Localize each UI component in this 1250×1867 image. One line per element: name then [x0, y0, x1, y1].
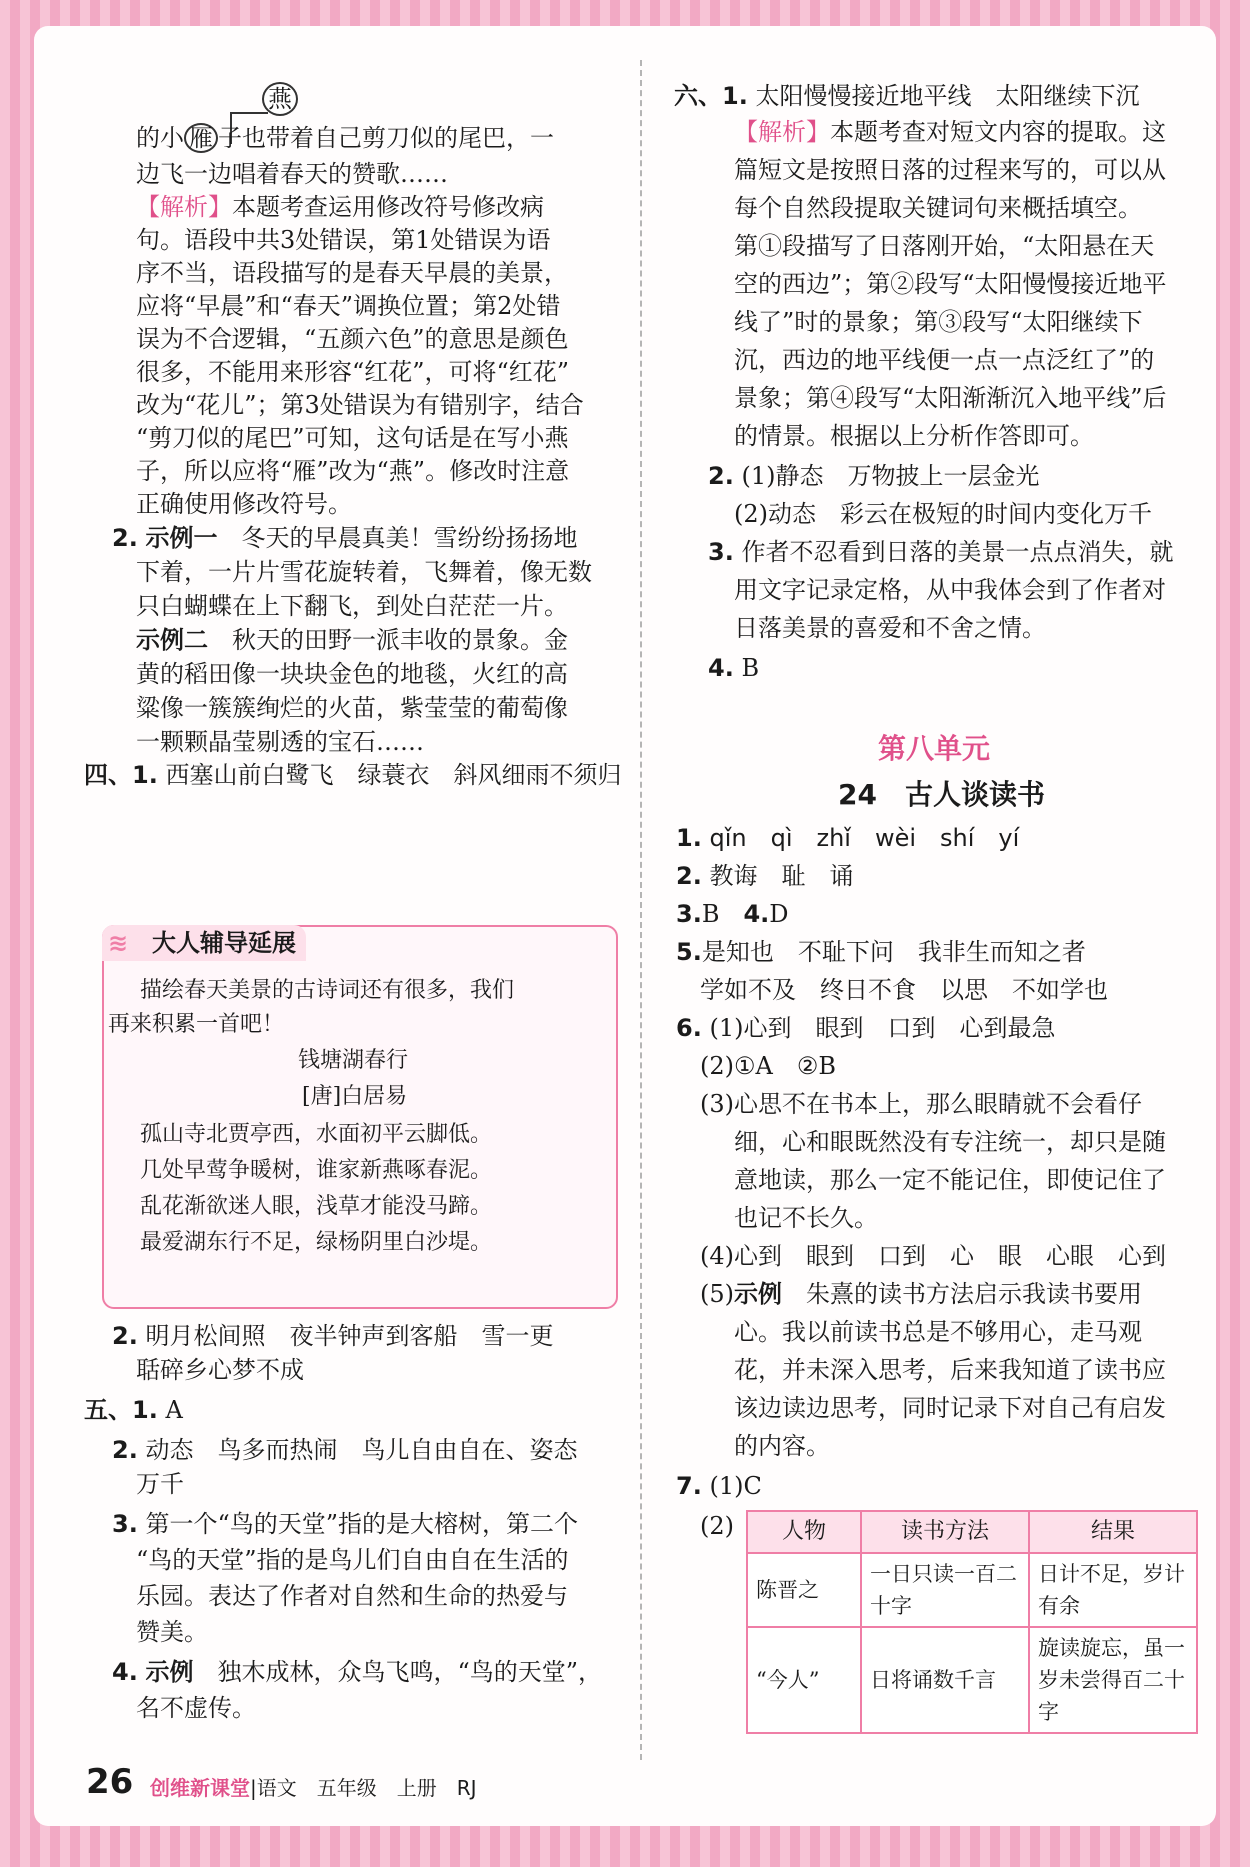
ex2-line: 粱像一簇簇绚烂的火苗，紫莹莹的葡萄像 — [136, 694, 568, 722]
left-jiexi-line: 序不当，语段描写的是春天早晨的美景， — [136, 259, 568, 287]
section-5-1: 五、1. A — [84, 1396, 183, 1424]
unit-title: 第八单元 — [878, 732, 991, 765]
section-4-answer: 四、1. 西塞山前白鹭飞 绿蓑衣 斜风细雨不须归 — [84, 761, 622, 789]
table-cell: 陈晋之 — [747, 1553, 861, 1627]
answer-6-5-line: 该边读边思考，同时记录下对自己有启发 — [734, 1394, 1166, 1422]
answer-2: 2. 教诲 耻 诵 — [676, 862, 854, 890]
answer-1: 1. qǐn qì zhǐ wèi shí yí — [676, 824, 1020, 852]
answer-7-1: 7. (1)C — [676, 1472, 762, 1500]
q5-4-line: 名不虚传。 — [136, 1694, 256, 1722]
q5-4: 4. 示例 独木成林，众鸟飞鸣，“鸟的天堂”， — [112, 1658, 603, 1686]
answer-7-2-label: (2) — [700, 1512, 734, 1540]
q6-2-line: (2)动态 彩云在极短的时间内变化万千 — [734, 500, 1152, 528]
answer-6-line: 细，心和眼既然没有专注统一，却只是随 — [734, 1128, 1166, 1156]
answer-6: 6. (1)心到 眼到 口到 心到最急 — [676, 1014, 1056, 1042]
answer-5: 5.是知也 不耻下问 我非生而知之者 — [676, 938, 1086, 966]
left-jiexi-line: 应将“早晨”和“春天”调换位置；第2处错 — [136, 292, 561, 320]
jiexi-tag: 【解析】 — [136, 193, 232, 221]
table-cell: 旋读旋忘，虽一岁未尝得百二十字 — [1029, 1627, 1197, 1733]
jiexi-tag: 【解析】 — [734, 118, 830, 146]
left-jiexi-line: 改为“花儿”；第3处错误为有错别字，结合 — [136, 391, 584, 419]
reading-methods-table — [746, 1510, 1198, 1734]
poem-title: 钱塘湖春行 — [298, 1048, 409, 1073]
q4-2: 2. 明月松间照 夜半钟声到客船 雪一更 — [112, 1322, 554, 1350]
left-jiexi-line: 正确使用修改符号。 — [136, 490, 352, 518]
poem-author: [唐]白居易 — [302, 1084, 408, 1109]
brand-name: 创维新课堂 — [150, 1776, 250, 1800]
poem-line: 几处早莺争暖树，谁家新燕啄春泥。 — [140, 1158, 493, 1183]
q6-3-line: 用文字记录定格，从中我体会到了作者对 — [734, 576, 1166, 604]
q6-3-line: 日落美景的喜爱和不舍之情。 — [734, 614, 1046, 642]
table-cell: “今人” — [747, 1627, 861, 1733]
table-header: 读书方法 — [861, 1511, 1029, 1553]
answer-6-5-line: 心。我以前读书总是不够用心，走马观 — [734, 1318, 1142, 1346]
left-jiexi-line: 误为不合逻辑，“五颜六色”的意思是颜色 — [136, 325, 569, 353]
right-jiexi-line: 的情景。根据以上分析作答即可。 — [734, 422, 1094, 450]
left-jiexi-line: 很多，不能用来形容“红花”，可将“红花” — [136, 358, 570, 386]
left-jiexi: 【解析】本题考查运用修改符号修改病 — [136, 193, 544, 221]
poem-line: 最爱湖东行不足，绿杨阴里白沙堤。 — [140, 1230, 493, 1255]
insert-char: 燕 — [262, 82, 298, 116]
q6-2: 2. (1)静态 万物披上一层金光 — [708, 462, 1040, 490]
answer-3-4: 3.B 4.D — [676, 900, 789, 928]
answer-6-5: (5)示例 朱熹的读书方法启示我读书要用 — [700, 1280, 1142, 1308]
left-line-1: 的小 雁 子也带着自己剪刀似的尾巴，一 — [136, 124, 554, 152]
poem-line: 乱花渐欲迷人眼，浅草才能没马蹄。 — [140, 1194, 493, 1219]
footer-info: 创维新课堂|语文 五年级 上册 RJ — [150, 1776, 477, 1800]
box-intro: 再来积累一首吧！ — [108, 1012, 285, 1037]
right-jiexi-line: 每个自然段提取关键词句来概括填空。 — [734, 194, 1142, 222]
q5-2-line: 万千 — [136, 1470, 184, 1498]
right-jiexi-line: 空的西边”；第②段写“太阳慢慢接近地平 — [734, 270, 1167, 298]
table-row — [747, 1627, 1197, 1733]
left-jiexi-line: 子，所以应将“雁”改为“燕”。修改时注意 — [136, 457, 570, 485]
left-line-2: 边飞一边唱着春天的赞歌…… — [136, 160, 448, 188]
page-number: 26 — [86, 1762, 134, 1802]
ex2-line: 一颗颗晶莹剔透的宝石…… — [136, 728, 424, 756]
left-jiexi-line: “剪刀似的尾巴”可知，这句话是在写小燕 — [136, 424, 569, 452]
table-header: 人物 — [747, 1511, 861, 1553]
wave-icon: ≋ — [108, 929, 129, 957]
right-jiexi-line: 景象；第④段写“太阳渐渐沉入地平线”后 — [734, 384, 1167, 412]
q6-3: 3. 作者不忍看到日落的美景一点点消失，就 — [708, 538, 1174, 566]
table-cell: 日将诵数千言 — [861, 1627, 1029, 1733]
answer-6-line: 也记不长久。 — [734, 1204, 878, 1232]
right-jiexi-line: 第①段描写了日落刚开始，“太阳悬在天 — [734, 232, 1155, 260]
right-jiexi-line: 篇短文是按照日落的过程来写的，可以从 — [734, 156, 1166, 184]
q6-4: 4. B — [708, 654, 760, 682]
q4-2-line: 聒碎乡心梦不成 — [136, 1356, 304, 1384]
circled-char: 雁 — [184, 123, 218, 153]
q5-3-line: “鸟的天堂”指的是鸟儿们自由自在生活的 — [136, 1546, 569, 1574]
right-jiexi-line: 沉，西边的地平线便一点一点泛红了”的 — [734, 346, 1155, 374]
right-jiexi: 【解析】本题考查对短文内容的提取。这 — [734, 118, 1166, 146]
answer-5-line: 学如不及 终日不食 以思 不如学也 — [700, 976, 1108, 1004]
table-row — [747, 1553, 1197, 1627]
table-cell: 一日只读一百二十字 — [861, 1553, 1029, 1627]
ex1-line: 下着，一片片雪花旋转着，飞舞着，像无数 — [136, 558, 592, 586]
column-divider — [640, 60, 642, 1760]
lesson-title: 24 古人谈读书 — [838, 778, 1045, 811]
q5-3-line: 乐园。表达了作者对自然和生命的热爱与 — [136, 1582, 568, 1610]
answer-6-line: (4)心到 眼到 口到 心 眼 心眼 心到 — [700, 1242, 1166, 1270]
q2-example-2: 示例二 秋天的田野一派丰收的景象。金 — [136, 626, 568, 654]
q5-2: 2. 动态 鸟多而热闹 鸟儿自由自在、姿态 — [112, 1436, 578, 1464]
answer-6-line: (2)①A ②B — [700, 1052, 836, 1080]
q2-example-1: 2. 示例一 冬天的早晨真美！雪纷纷扬扬地 — [112, 524, 578, 552]
q5-3-line: 赞美。 — [136, 1618, 208, 1646]
q5-3: 3. 第一个“鸟的天堂”指的是大榕树，第二个 — [112, 1510, 579, 1538]
answer-6-5-line: 的内容。 — [734, 1432, 830, 1460]
ex1-line: 只白蝴蝶在上下翻飞，到处白茫茫一片。 — [136, 592, 568, 620]
section-6-1: 六、1. 太阳慢慢接近地平线 太阳继续下沉 — [674, 82, 1140, 110]
table-header-row — [747, 1511, 1197, 1553]
guidance-box-title: ≋ 大人辅导延展 — [102, 925, 306, 961]
box-intro: 描绘春天美景的古诗词还有很多，我们 — [140, 978, 515, 1003]
answer-6-line: 意地读，那么一定不能记住，即使记住了 — [734, 1166, 1166, 1194]
answer-6-line: (3)心思不在书本上，那么眼睛就不会看仔 — [700, 1090, 1142, 1118]
ex2-line: 黄的稻田像一块块金色的地毯，火红的高 — [136, 660, 568, 688]
poem-line: 孤山寺北贾亭西，水面初平云脚低。 — [140, 1122, 493, 1147]
answer-6-5-line: 花，并未深入思考，后来我知道了读书应 — [734, 1356, 1166, 1384]
table-cell: 日计不足，岁计有余 — [1029, 1553, 1197, 1627]
left-jiexi-line: 句。语段中共3处错误，第1处错误为语 — [136, 226, 551, 254]
right-jiexi-line: 线了”时的景象；第③段写“太阳继续下 — [734, 308, 1143, 336]
table-header: 结果 — [1029, 1511, 1197, 1553]
